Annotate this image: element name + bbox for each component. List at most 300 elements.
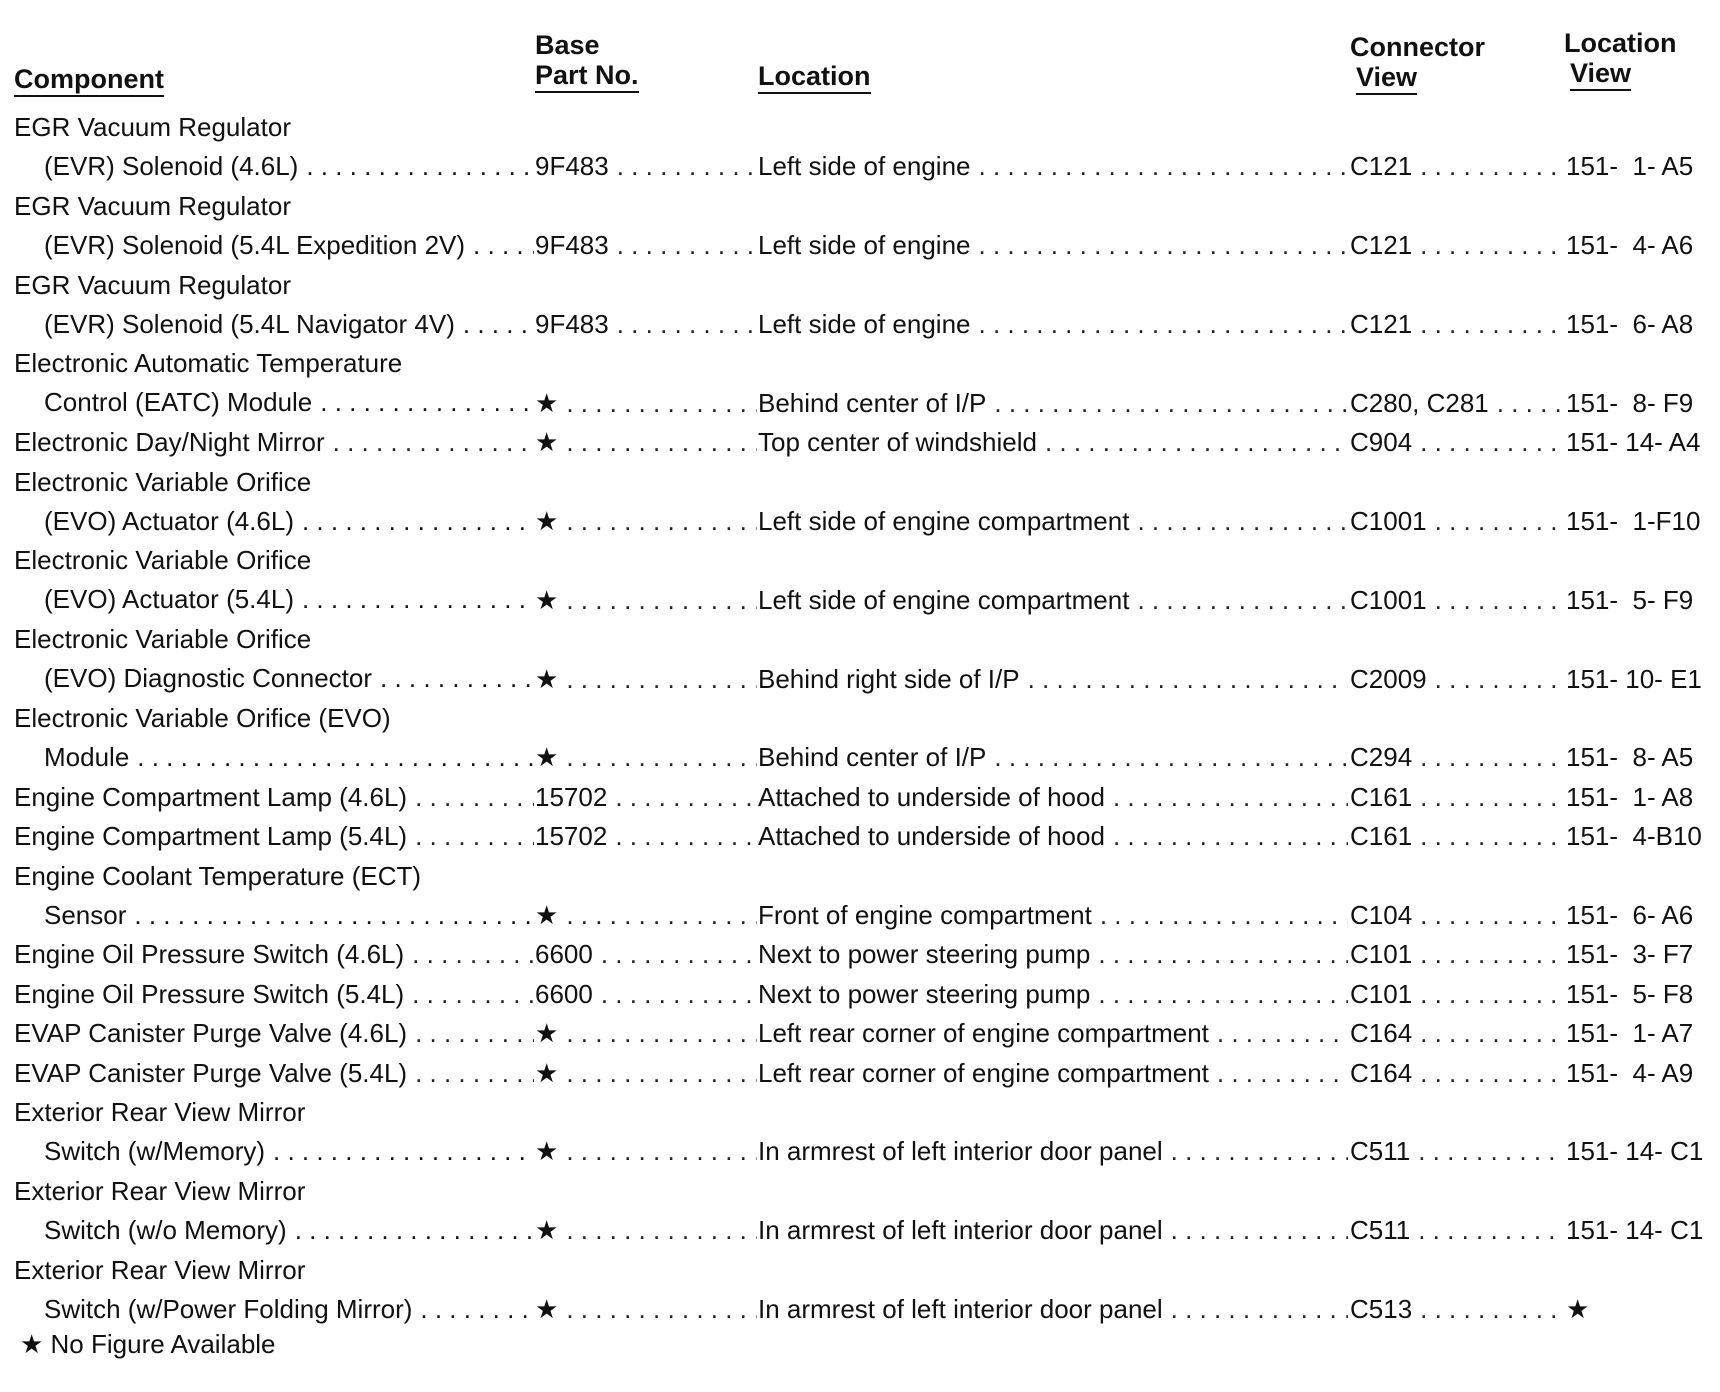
connector-view-text: C2009 bbox=[1350, 663, 1427, 694]
location-view-text: 151- 1- A5 bbox=[1566, 151, 1694, 182]
component-name-wrap bbox=[14, 935, 534, 974]
dot-leader bbox=[1420, 935, 1562, 974]
location bbox=[758, 305, 1348, 344]
component-name-line1: Electronic Day/Night Mirror bbox=[14, 427, 325, 458]
location bbox=[758, 778, 1348, 817]
component-name-wrap bbox=[14, 778, 534, 817]
component-name-line1: Electronic Variable Orifice bbox=[14, 545, 312, 576]
base-part-no-text: ★ bbox=[535, 1215, 559, 1246]
component-name-line2-wrap bbox=[14, 1290, 534, 1329]
location-view bbox=[1564, 1290, 1716, 1329]
table-row bbox=[0, 857, 1720, 936]
location-view bbox=[1564, 1014, 1716, 1053]
component-name-line2: (EVO) Actuator (4.6L) bbox=[44, 505, 294, 536]
dot-leader bbox=[1217, 1054, 1348, 1093]
dot-leader bbox=[1028, 660, 1348, 699]
location-text: Next to power steering pump bbox=[758, 939, 1091, 970]
dot-leader bbox=[617, 226, 757, 265]
component-name bbox=[14, 778, 534, 817]
connector-view-text: C121 bbox=[1350, 230, 1413, 261]
dot-leader bbox=[979, 305, 1349, 344]
connector-view-text: C294 bbox=[1350, 742, 1413, 773]
location-text: Left side of engine bbox=[758, 230, 971, 261]
base-part-no-text: ★ bbox=[535, 899, 559, 930]
base-part-no bbox=[535, 738, 757, 777]
component-name-line2: Module bbox=[44, 741, 130, 772]
base-part-no bbox=[535, 1054, 757, 1093]
base-part-no-text: ★ bbox=[535, 742, 559, 773]
table-row bbox=[0, 1251, 1720, 1330]
table-row bbox=[0, 1172, 1720, 1251]
base-part-no bbox=[535, 1290, 757, 1329]
component-name-wrap bbox=[14, 1054, 534, 1093]
location-view-text: 151- 3- F7 bbox=[1566, 939, 1694, 970]
base-part-no-text: 6600 bbox=[535, 978, 593, 1009]
location-view bbox=[1564, 896, 1716, 935]
table-row bbox=[0, 344, 1720, 423]
component-name-line2-wrap bbox=[14, 738, 534, 777]
component-name-line2-wrap bbox=[14, 502, 534, 541]
table-row bbox=[0, 541, 1720, 620]
location-view bbox=[1564, 1054, 1716, 1093]
base-part-no-text: 15702 bbox=[535, 821, 608, 852]
dot-leader bbox=[412, 975, 534, 1014]
component-name bbox=[14, 1172, 534, 1250]
component-name-line1: EGR Vacuum Regulator bbox=[14, 269, 291, 300]
location bbox=[758, 226, 1348, 265]
dot-leader bbox=[1171, 1211, 1348, 1250]
connector-view bbox=[1350, 1132, 1562, 1171]
component-name bbox=[14, 620, 534, 698]
dot-leader bbox=[420, 1290, 534, 1329]
component-name bbox=[14, 1251, 534, 1329]
component-name-line1: EGR Vacuum Regulator bbox=[14, 112, 291, 142]
dot-leader bbox=[137, 738, 534, 777]
base-part-no bbox=[535, 226, 757, 265]
component-name bbox=[14, 817, 534, 856]
connector-view bbox=[1350, 817, 1562, 856]
component-name-line1: Electronic Variable Orifice bbox=[14, 466, 312, 497]
connector-view-text: C511 bbox=[1350, 1136, 1411, 1167]
dot-leader bbox=[1137, 581, 1348, 620]
connector-view bbox=[1350, 384, 1562, 423]
dot-leader bbox=[1420, 896, 1562, 935]
component-name-line1: Electronic Automatic Temperature bbox=[14, 348, 403, 379]
location-view-text: 151- 10- E1 bbox=[1566, 663, 1702, 694]
location bbox=[758, 817, 1348, 856]
location-view-text: 151- 4- A6 bbox=[1566, 230, 1694, 261]
dot-leader bbox=[302, 580, 534, 619]
connector-view bbox=[1350, 305, 1562, 344]
location-view bbox=[1564, 384, 1716, 423]
dot-leader bbox=[1435, 660, 1562, 699]
component-name-line1: Engine Oil Pressure Switch (4.6L) bbox=[14, 939, 405, 970]
component-name-line2-wrap bbox=[14, 580, 534, 619]
table-row bbox=[0, 1014, 1720, 1053]
dot-leader bbox=[302, 502, 534, 541]
base-part-no-text: 9F483 bbox=[535, 308, 609, 339]
connector-view-text: C1001 bbox=[1350, 584, 1427, 615]
connector-view bbox=[1350, 1014, 1562, 1053]
dot-leader bbox=[1420, 1054, 1562, 1093]
component-name bbox=[14, 187, 534, 265]
base-part-no-text: ★ bbox=[535, 505, 559, 536]
dot-leader bbox=[1171, 1290, 1348, 1329]
connector-view-text: C511 bbox=[1350, 1215, 1411, 1246]
location bbox=[758, 660, 1348, 699]
base-part-no-text: ★ bbox=[535, 1057, 559, 1088]
dot-leader bbox=[1420, 423, 1562, 462]
location-view bbox=[1564, 660, 1716, 699]
dot-leader bbox=[1137, 502, 1348, 541]
connector-view bbox=[1350, 1054, 1562, 1093]
connector-view bbox=[1350, 738, 1562, 777]
dot-leader bbox=[1420, 778, 1562, 817]
connector-view-text: C121 bbox=[1350, 151, 1413, 182]
dot-leader bbox=[463, 305, 534, 344]
dot-leader bbox=[566, 423, 757, 462]
location bbox=[758, 581, 1348, 620]
base-part-no bbox=[535, 935, 757, 974]
dot-leader bbox=[601, 935, 757, 974]
table-header bbox=[0, 0, 1720, 120]
table-row bbox=[0, 187, 1720, 266]
connector-view-text: C164 bbox=[1350, 1057, 1413, 1088]
base-part-no bbox=[535, 778, 757, 817]
connector-view-text: C101 bbox=[1350, 939, 1413, 970]
table-row bbox=[0, 1093, 1720, 1172]
location-text: Left side of engine bbox=[758, 151, 971, 182]
location-text: In armrest of left interior door panel bbox=[758, 1215, 1163, 1246]
dot-leader bbox=[1418, 1211, 1562, 1250]
table-row bbox=[0, 1054, 1720, 1093]
location-view bbox=[1564, 935, 1716, 974]
component-name bbox=[14, 975, 534, 1014]
location-text: Front of engine compartment bbox=[758, 899, 1092, 930]
dot-leader bbox=[566, 502, 757, 541]
table-row bbox=[0, 975, 1720, 1014]
location-view bbox=[1564, 975, 1716, 1014]
component-name bbox=[14, 935, 534, 974]
location-view bbox=[1564, 423, 1716, 462]
header-connector-view: Connector View bbox=[1350, 32, 1562, 95]
component-name bbox=[14, 344, 534, 422]
dot-leader bbox=[412, 935, 534, 974]
location bbox=[758, 1290, 1348, 1329]
location bbox=[758, 1054, 1348, 1093]
connector-view-text: C904 bbox=[1350, 427, 1413, 458]
base-part-no bbox=[535, 423, 757, 462]
base-part-no bbox=[535, 1132, 757, 1171]
component-name-line1: EGR Vacuum Regulator bbox=[14, 190, 291, 221]
table-row bbox=[0, 266, 1720, 345]
component-name-wrap bbox=[14, 1014, 534, 1053]
component-name-line2-wrap bbox=[14, 147, 534, 186]
component-name-line2: (EVO) Actuator (5.4L) bbox=[44, 584, 294, 615]
component-name-line2-wrap bbox=[14, 226, 534, 265]
location-text: Attached to underside of hood bbox=[758, 781, 1105, 812]
dot-leader bbox=[1435, 502, 1562, 541]
header-component: Component bbox=[14, 64, 534, 97]
location bbox=[758, 147, 1348, 186]
location-view bbox=[1564, 1132, 1716, 1171]
connector-view-text: C161 bbox=[1350, 821, 1413, 852]
location bbox=[758, 1211, 1348, 1250]
base-part-no-text: ★ bbox=[535, 1293, 559, 1324]
dot-leader bbox=[1435, 581, 1562, 620]
connector-view-text: C280, C281 bbox=[1350, 387, 1489, 418]
location bbox=[758, 896, 1348, 935]
base-part-no bbox=[535, 896, 757, 935]
header-location-view: Location View bbox=[1564, 28, 1714, 91]
component-name-line2-wrap bbox=[14, 305, 534, 344]
location-view-text: 151- 4- A9 bbox=[1566, 1057, 1694, 1088]
dot-leader bbox=[617, 305, 757, 344]
component-name bbox=[14, 108, 534, 186]
location-text: Left side of engine bbox=[758, 308, 971, 339]
component-name bbox=[14, 1054, 534, 1093]
dot-leader bbox=[1418, 1132, 1562, 1171]
location bbox=[758, 384, 1348, 423]
base-part-no bbox=[535, 147, 757, 186]
component-name-line2-wrap bbox=[14, 659, 534, 698]
dot-leader bbox=[1420, 226, 1562, 265]
connector-view bbox=[1350, 778, 1562, 817]
location-text: Left side of engine compartment bbox=[758, 584, 1130, 615]
component-name-line2: (EVR) Solenoid (5.4L Expedition 2V) bbox=[44, 229, 466, 260]
location-text: Behind right side of I/P bbox=[758, 663, 1020, 694]
location-text: Left rear corner of engine compartment bbox=[758, 1018, 1209, 1049]
table-row bbox=[0, 108, 1720, 187]
base-part-no bbox=[535, 502, 757, 541]
connector-view bbox=[1350, 502, 1562, 541]
location-view-text: 151- 1- A7 bbox=[1566, 1018, 1694, 1049]
connector-view-text: C513 bbox=[1350, 1293, 1413, 1324]
dot-leader bbox=[380, 659, 534, 698]
component-table-body bbox=[0, 108, 1720, 1329]
connector-view bbox=[1350, 1211, 1562, 1250]
location bbox=[758, 1014, 1348, 1053]
table-row bbox=[0, 778, 1720, 817]
base-part-no bbox=[535, 1014, 757, 1053]
location-view-text: 151- 6- A6 bbox=[1566, 899, 1694, 930]
dot-leader bbox=[1113, 817, 1348, 856]
dot-leader bbox=[1420, 1014, 1562, 1053]
dot-leader bbox=[566, 896, 757, 935]
component-name-line1: EVAP Canister Purge Valve (4.6L) bbox=[14, 1018, 408, 1049]
location-view-text: ★ bbox=[1566, 1293, 1590, 1324]
component-name-line2: Sensor bbox=[44, 899, 127, 930]
location-text: Top center of windshield bbox=[758, 427, 1037, 458]
connector-view bbox=[1350, 147, 1562, 186]
dot-leader bbox=[1045, 423, 1348, 462]
connector-view-text: C101 bbox=[1350, 978, 1413, 1009]
location-view-text: 151- 5- F8 bbox=[1566, 978, 1694, 1009]
dot-leader bbox=[1420, 147, 1562, 186]
location-text: In armrest of left interior door panel bbox=[758, 1293, 1163, 1324]
connector-view bbox=[1350, 226, 1562, 265]
connector-view bbox=[1350, 660, 1562, 699]
location-view bbox=[1564, 502, 1716, 541]
location-text: In armrest of left interior door panel bbox=[758, 1136, 1163, 1167]
location-view bbox=[1564, 738, 1716, 777]
base-part-no-text: 9F483 bbox=[535, 230, 609, 261]
location-text: Behind center of I/P bbox=[758, 387, 987, 418]
base-part-no-text: ★ bbox=[535, 1018, 559, 1049]
dot-leader bbox=[566, 1014, 757, 1053]
component-name-line2-wrap bbox=[14, 1132, 534, 1171]
base-part-no bbox=[535, 384, 757, 423]
base-part-no-text: 6600 bbox=[535, 939, 593, 970]
location-text: Left side of engine compartment bbox=[758, 505, 1130, 536]
location-view bbox=[1564, 581, 1716, 620]
dot-leader bbox=[1420, 738, 1562, 777]
base-part-no-text: ★ bbox=[535, 427, 559, 458]
dot-leader bbox=[1100, 896, 1348, 935]
dot-leader bbox=[1171, 1132, 1348, 1171]
location bbox=[758, 502, 1348, 541]
component-name bbox=[14, 463, 534, 541]
dot-leader bbox=[1420, 1290, 1562, 1329]
dot-leader bbox=[566, 384, 757, 423]
location-view bbox=[1564, 305, 1716, 344]
dot-leader bbox=[415, 817, 534, 856]
table-row bbox=[0, 935, 1720, 974]
base-part-no bbox=[535, 817, 757, 856]
connector-view bbox=[1350, 423, 1562, 462]
connector-view-text: C1001 bbox=[1350, 505, 1427, 536]
dot-leader bbox=[1420, 975, 1562, 1014]
dot-leader bbox=[979, 147, 1349, 186]
base-part-no-text: 9F483 bbox=[535, 151, 609, 182]
location-view bbox=[1564, 1211, 1716, 1250]
component-name bbox=[14, 266, 534, 344]
dot-leader bbox=[994, 384, 1348, 423]
location-view-text: 151- 4-B10 bbox=[1566, 821, 1702, 852]
component-name-wrap bbox=[14, 423, 534, 462]
dot-leader bbox=[601, 975, 757, 1014]
connector-view bbox=[1350, 581, 1562, 620]
base-part-no-text: ★ bbox=[535, 1136, 559, 1167]
table-row bbox=[0, 423, 1720, 462]
dot-leader bbox=[1497, 384, 1562, 423]
connector-view bbox=[1350, 935, 1562, 974]
component-name-line1: Engine Compartment Lamp (4.6L) bbox=[14, 781, 408, 812]
component-name-line2: Control (EATC) Module bbox=[44, 387, 313, 418]
location bbox=[758, 1132, 1348, 1171]
dot-leader bbox=[306, 147, 534, 186]
component-name bbox=[14, 423, 534, 462]
component-name-wrap bbox=[14, 817, 534, 856]
connector-view bbox=[1350, 1290, 1562, 1329]
base-part-no-text: 15702 bbox=[535, 781, 608, 812]
dot-leader bbox=[566, 738, 757, 777]
connector-view-text: C104 bbox=[1350, 899, 1413, 930]
location-view-text: 151- 14- A4 bbox=[1566, 427, 1701, 458]
dot-leader bbox=[333, 423, 534, 462]
table-row bbox=[0, 817, 1720, 856]
dot-leader bbox=[273, 1132, 534, 1171]
location-view-text: 151- 5- F9 bbox=[1566, 584, 1694, 615]
location-text: Behind center of I/P bbox=[758, 742, 987, 773]
dot-leader bbox=[979, 226, 1349, 265]
location-text: Left rear corner of engine compartment bbox=[758, 1057, 1209, 1088]
component-name-line2-wrap bbox=[14, 383, 534, 422]
dot-leader bbox=[295, 1211, 534, 1250]
dot-leader bbox=[1420, 817, 1562, 856]
location-view bbox=[1564, 226, 1716, 265]
dot-leader bbox=[134, 896, 534, 935]
dot-leader bbox=[566, 1211, 757, 1250]
base-part-no bbox=[535, 975, 757, 1014]
dot-leader bbox=[1113, 778, 1348, 817]
component-name bbox=[14, 541, 534, 619]
component-name-line2: (EVR) Solenoid (4.6L) bbox=[44, 151, 299, 181]
component-name-line1: Electronic Variable Orifice bbox=[14, 624, 312, 655]
dot-leader bbox=[615, 778, 757, 817]
base-part-no-text: ★ bbox=[535, 663, 559, 694]
base-part-no bbox=[535, 660, 757, 699]
component-name-line1: Engine Compartment Lamp (5.4L) bbox=[14, 821, 408, 852]
connector-view bbox=[1350, 975, 1562, 1014]
location bbox=[758, 738, 1348, 777]
connector-view-text: C161 bbox=[1350, 781, 1413, 812]
component-name-line1: EVAP Canister Purge Valve (5.4L) bbox=[14, 1057, 408, 1088]
component-name-line1: Exterior Rear View Mirror bbox=[14, 1175, 306, 1206]
table-row bbox=[0, 463, 1720, 542]
dot-leader bbox=[566, 581, 757, 620]
component-name-line1: Electronic Variable Orifice (EVO) bbox=[14, 702, 391, 733]
table-row bbox=[0, 620, 1720, 699]
dot-leader bbox=[566, 1054, 757, 1093]
component-name-wrap bbox=[14, 975, 534, 1014]
component-name-line1: Exterior Rear View Mirror bbox=[14, 1096, 306, 1127]
footnote: ★ No Figure Available bbox=[20, 1329, 276, 1359]
dot-leader bbox=[320, 383, 534, 422]
component-name bbox=[14, 699, 534, 777]
dot-leader bbox=[415, 1014, 534, 1053]
base-part-no bbox=[535, 581, 757, 620]
location-view-text: 151- 14- C1 bbox=[1566, 1136, 1704, 1167]
dot-leader bbox=[1420, 305, 1562, 344]
location bbox=[758, 975, 1348, 1014]
dot-leader bbox=[617, 147, 757, 186]
connector-view-text: C164 bbox=[1350, 1018, 1413, 1049]
connector-view-text: C121 bbox=[1350, 308, 1413, 339]
component-name-line2: (EVO) Diagnostic Connector bbox=[44, 663, 373, 694]
location-text: Next to power steering pump bbox=[758, 978, 1091, 1009]
base-part-no-text: ★ bbox=[535, 584, 559, 615]
location-view bbox=[1564, 817, 1716, 856]
location-view-text: 151- 1-F10 bbox=[1566, 505, 1701, 536]
location-view bbox=[1564, 778, 1716, 817]
dot-leader bbox=[566, 1290, 757, 1329]
dot-leader bbox=[415, 1054, 534, 1093]
component-name-line1: Engine Coolant Temperature (ECT) bbox=[14, 860, 422, 891]
location-view bbox=[1564, 147, 1716, 186]
location-view-text: 151- 14- C1 bbox=[1566, 1215, 1704, 1246]
dot-leader bbox=[1217, 1014, 1348, 1053]
location bbox=[758, 423, 1348, 462]
dot-leader bbox=[473, 226, 534, 265]
dot-leader bbox=[566, 1132, 757, 1171]
dot-leader bbox=[615, 817, 757, 856]
base-part-no bbox=[535, 1211, 757, 1250]
location bbox=[758, 935, 1348, 974]
table-row bbox=[0, 699, 1720, 778]
component-name-line2: (EVR) Solenoid (5.4L Navigator 4V) bbox=[44, 308, 455, 339]
base-part-no bbox=[535, 305, 757, 344]
